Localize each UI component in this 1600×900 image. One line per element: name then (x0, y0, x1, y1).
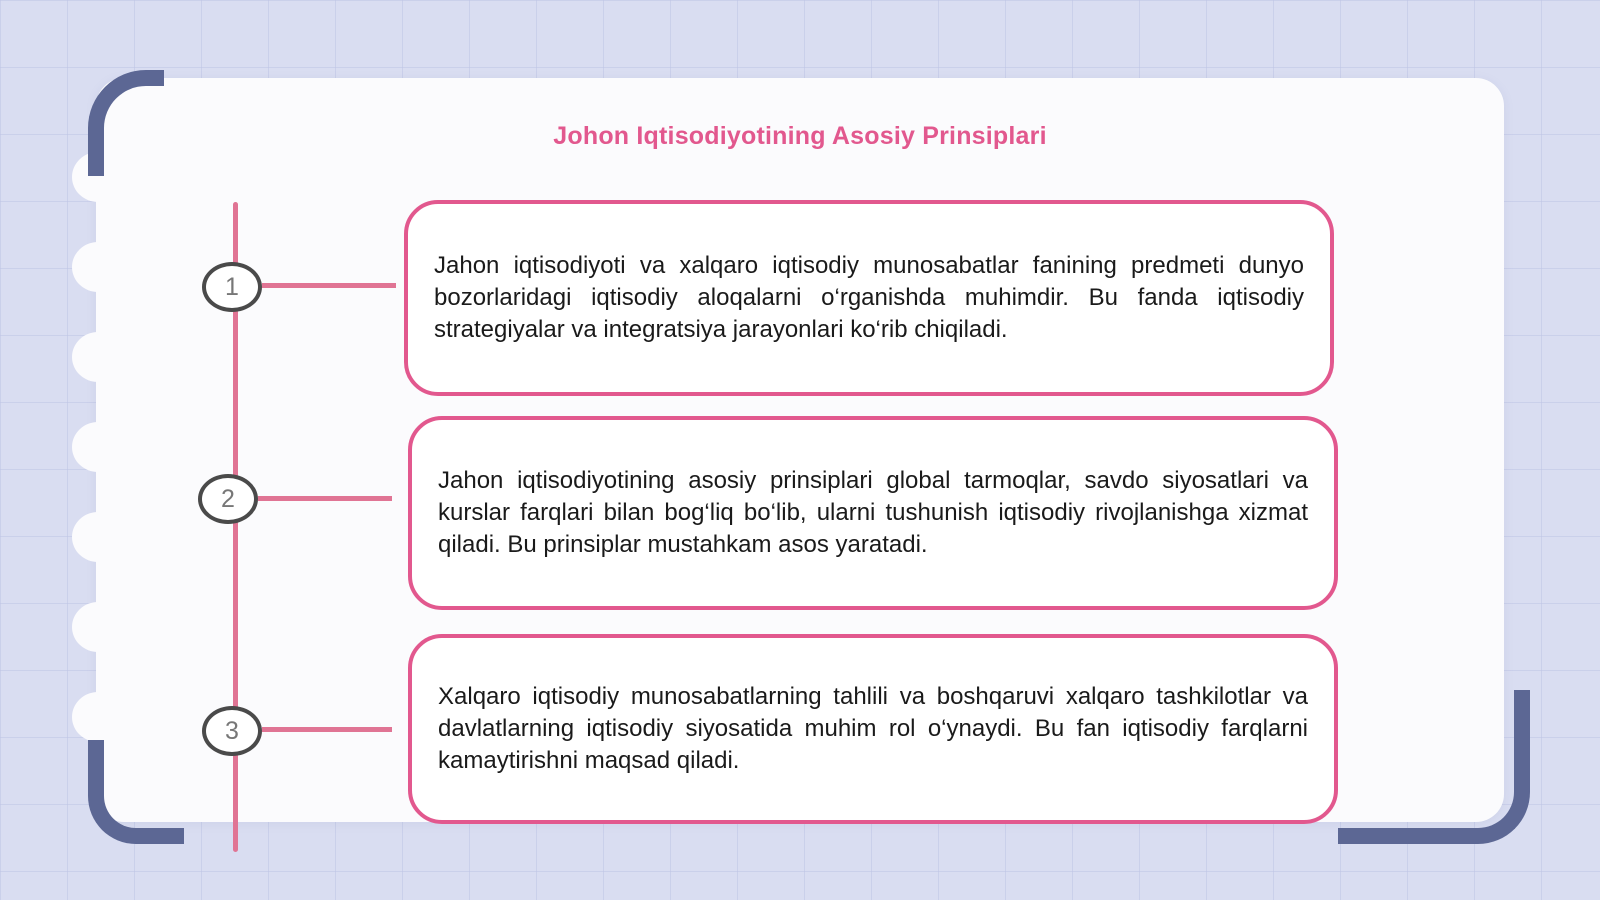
paper-scallop (72, 332, 124, 382)
slide-title: Johon Iqtisodiyotining Asosiy Prinsiplari (553, 122, 1047, 150)
paper-scallop (72, 692, 124, 742)
step-number-badge-3: 3 (202, 706, 262, 756)
principle-text-1: Jahon iqtisodiyoti va xalqaro iqtisodiy munosabatlar fanining predmeti dunyo bozorlaridagi iqtisodiy aloqalarni o‘rganishda muhimdir. Bu fanda iqtisodiy strategiyalar va integratsiya jarayonlari ko‘rib chiqiladi. (434, 252, 1304, 343)
principle-card-3 (408, 634, 1338, 824)
principle-card-1 (404, 200, 1334, 396)
paper-scallop (72, 602, 124, 652)
paper-scallop (72, 422, 124, 472)
paper-scallop (72, 242, 124, 292)
timeline-connector-3 (262, 727, 392, 732)
timeline-connector-2 (258, 496, 392, 501)
principle-text-2: Jahon iqtisodiyotining asosiy prinsiplari global tarmoqlar, savdo siyosatlari va kurslar farqlari bilan bog‘liq bo‘lib, ularni tushunish iqtisodiy rivojlanishga xizmat qiladi. Bu prinsiplar mustahkam asos yaratadi. (438, 467, 1308, 558)
step-number-badge-1: 1 (202, 262, 262, 312)
principle-card-2 (408, 416, 1338, 610)
timeline-connector-1 (262, 283, 396, 288)
corner-bracket-bottom-left (88, 740, 184, 844)
step-number-badge-2: 2 (198, 474, 258, 524)
paper-scallop (72, 512, 124, 562)
principle-text-3: Xalqaro iqtisodiy munosabatlarning tahlili va boshqaruvi xalqaro tashkilotlar va davlatlarning iqtisodiy siyosatida muhim rol o‘ynaydi. Bu fan iqtisodiy farqlarni kamaytirishni maqsad qiladi. (438, 683, 1308, 774)
corner-bracket-bottom-right (1338, 690, 1530, 844)
